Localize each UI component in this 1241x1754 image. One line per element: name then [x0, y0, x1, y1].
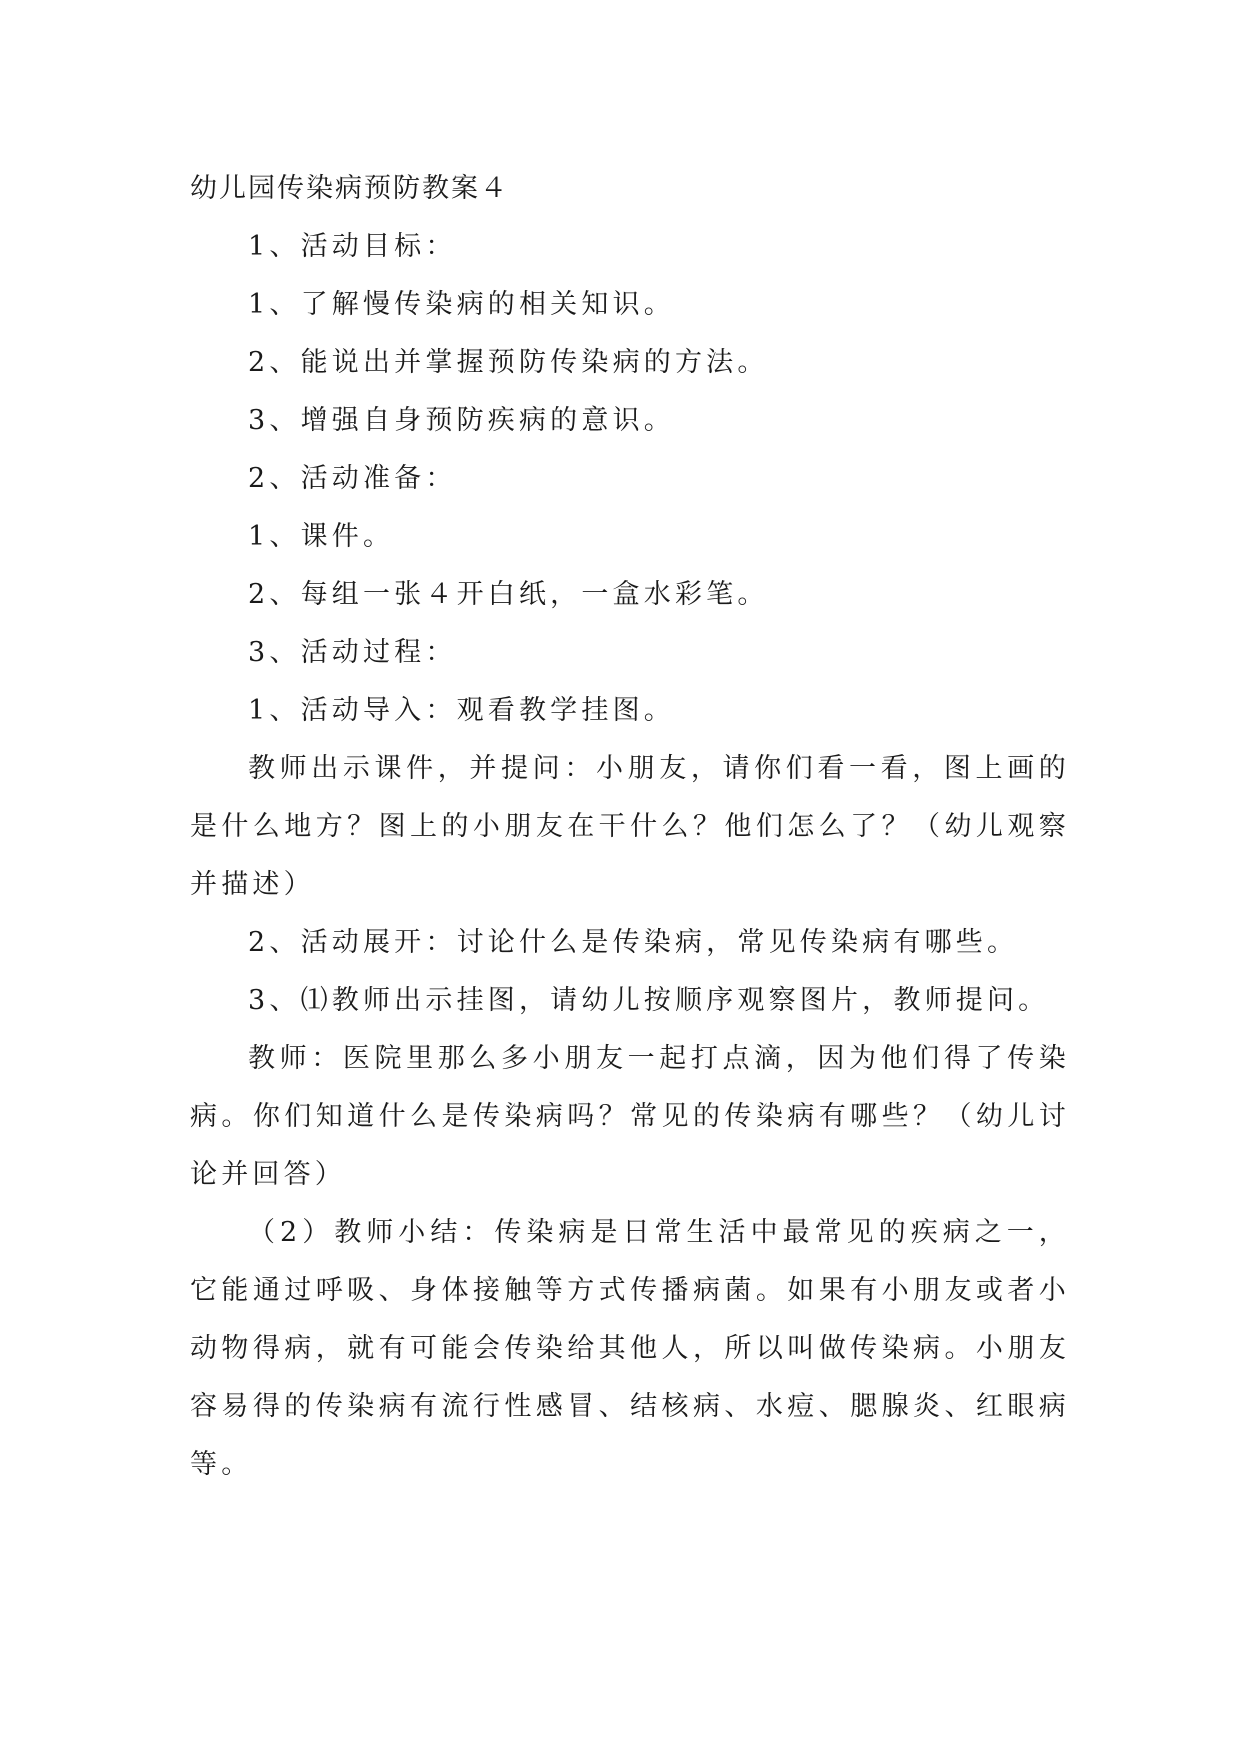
document-title: 幼儿园传染病预防教案４ [190, 173, 509, 204]
paragraph: 1、活动目标： [248, 231, 457, 262]
paragraph: 2、每组一张４开白纸，一盒水彩笔。 [248, 579, 769, 610]
paragraph: 教师：医院里那么多小朋友一起打点滴，因为他们得了传染病。你们知道什么是传染病吗？常见的传染病有哪些？（幼儿讨论并回答） [190, 1043, 1070, 1190]
paragraph: 3、⑴教师出示挂图，请幼儿按顺序观察图片，教师提问。 [248, 985, 1050, 1016]
paragraph: 1、课件。 [248, 521, 395, 552]
paragraph: （2）教师小结：传染病是日常生活中最常见的疾病之一，它能通过呼吸、身体接触等方式传播病菌。如果有小朋友或者小动物得病，就有可能会传染给其他人，所以叫做传染病。小朋友容易得的传染病有流行性感冒、结核病、水痘、腮腺炎、红眼病等。 [190, 1217, 1070, 1480]
paragraph: 2、能说出并掌握预防传染病的方法。 [248, 347, 769, 378]
paragraph: 3、活动过程： [248, 637, 457, 668]
paragraph: 1、了解慢传染病的相关知识。 [248, 289, 675, 320]
paragraph: 2、活动准备： [248, 463, 457, 494]
paragraph: 2、活动展开：讨论什么是传染病，常见传染病有哪些。 [248, 927, 1019, 958]
paragraph: 3、增强自身预防疾病的意识。 [248, 405, 675, 436]
paragraph: 教师出示课件，并提问：小朋友，请你们看一看，图上画的是什么地方？图上的小朋友在干什么？他们怎么了？（幼儿观察并描述） [190, 753, 1070, 900]
document-body [190, 160, 1070, 1494]
paragraph: 1、活动导入：观看教学挂图。 [248, 695, 675, 726]
